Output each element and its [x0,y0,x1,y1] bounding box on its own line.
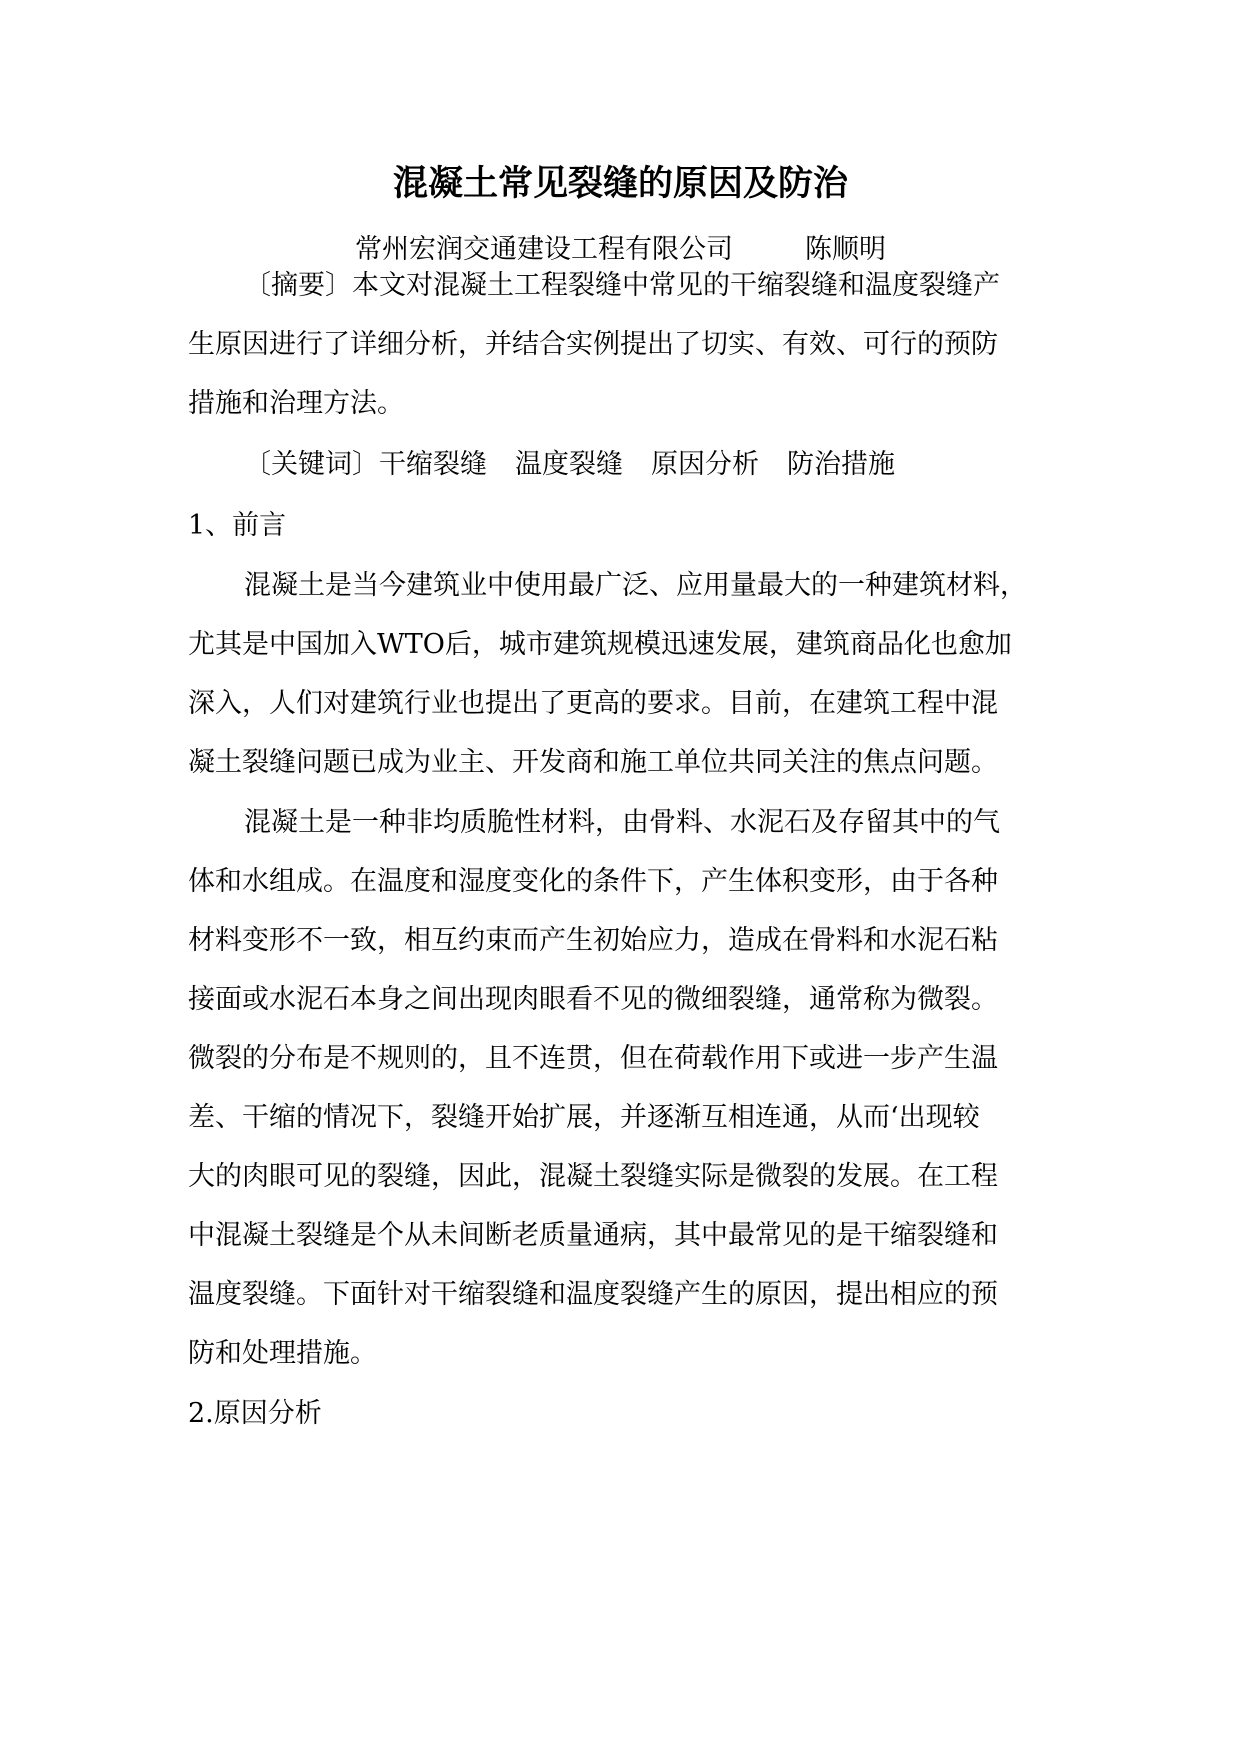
paragraph-line: 接面或水泥石本身之间出现肉眼看不见的微细裂缝，通常称为微裂。 [188,984,998,1015]
abstract-line: 措施和治理方法。 [188,388,404,419]
paragraph-line: 混凝土是当今建筑业中使用最广泛、应用量最大的一种建筑材料， [244,570,1027,601]
keyword: 原因分析 [651,449,759,480]
document-title: 混凝土常见裂缝的原因及防治 [392,163,848,204]
paragraph-line: 大的肉眼可见的裂缝，因此，混凝土裂缝实际是微裂的发展。在工程 [188,1161,998,1192]
keyword: 干缩裂缝 [379,449,487,480]
organization-name: 常州宏润交通建设工程有限公司 [355,234,733,265]
paragraph-line: 差、干缩的情况下，裂缝开始扩展，并逐渐互相连通，从而‘出现较 [188,1102,980,1133]
paragraph-line: 尤其是中国加入WTO后，城市建筑规模迅速发展，建筑商品化也愈加 [188,629,1012,660]
paragraph-line: 材料变形不一致，相互约束而产生初始应力，造成在骨料和水泥石粘 [188,925,998,956]
keywords-label: 〔关键词〕 [244,449,379,480]
section-heading-1: 1、前言 [188,510,287,541]
paragraph-line: 凝土裂缝问题已成为业主、开发商和施工单位共同关注的焦点问题。 [188,747,998,778]
paragraph-line: 深入，人们对建筑行业也提出了更高的要求。目前，在建筑工程中混 [188,688,998,719]
paragraph-line: 防和处理措施。 [188,1338,377,1369]
keyword: 温度裂缝 [515,449,623,480]
abstract-line: 〔摘要〕本文对混凝土工程裂缝中常见的干缩裂缝和温度裂缝产 [244,270,1000,301]
keyword: 防治措施 [787,449,895,480]
section-heading-2: 2.原因分析 [188,1398,322,1429]
author-name: 陈顺明 [805,234,886,265]
paragraph-line: 混凝土是一种非均质脆性材料，由骨料、水泥石及存留其中的气 [244,807,1000,838]
paragraph-line: 微裂的分布是不规则的，且不连贯，但在荷载作用下或进一步产生温 [188,1043,998,1074]
paragraph-line: 体和水组成。在温度和湿度变化的条件下，产生体积变形，由于各种 [188,866,998,897]
author-line [0,232,1241,268]
paragraph-line: 中混凝土裂缝是个从未间断老质量通病，其中最常见的是干缩裂缝和 [188,1220,998,1251]
paragraph-line: 温度裂缝。下面针对干缩裂缝和温度裂缝产生的原因，提出相应的预 [188,1279,998,1310]
abstract-line: 生原因进行了详细分析，并结合实例提出了切实、有效、可行的预防 [188,329,998,360]
keywords-line [244,447,895,483]
